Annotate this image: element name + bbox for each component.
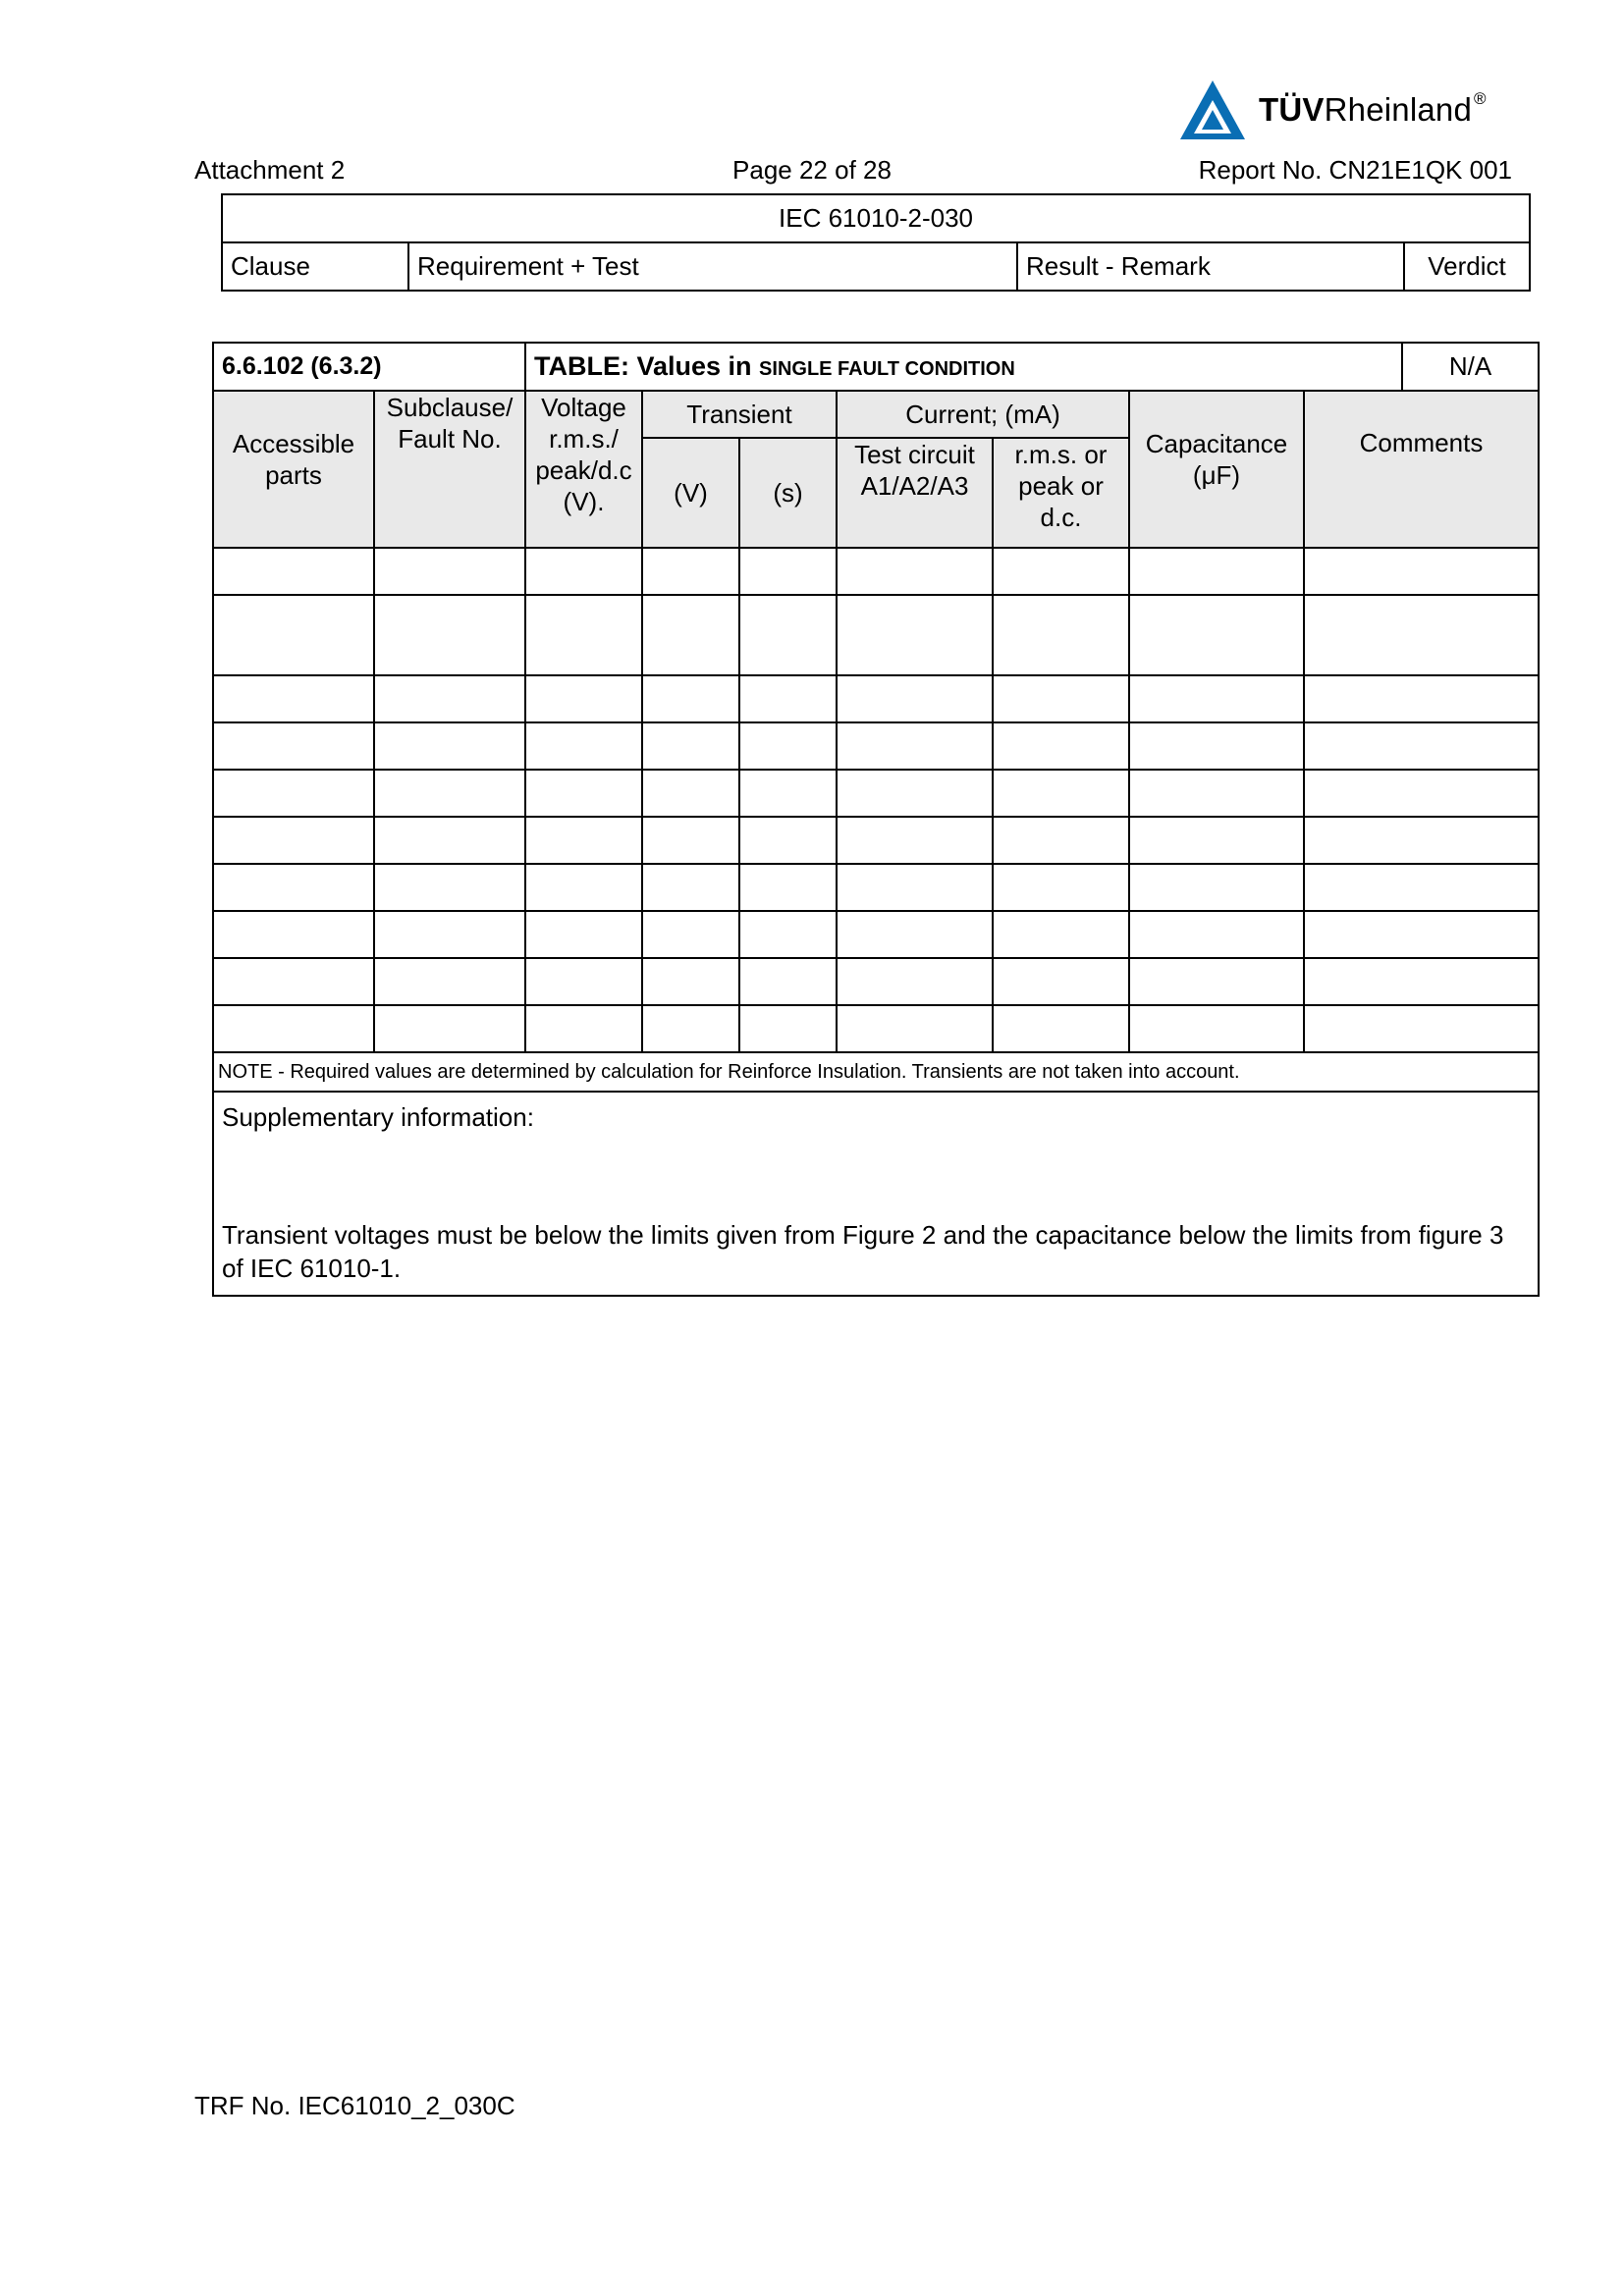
table-row xyxy=(213,817,1539,864)
standard-name: IEC 61010-2-030 xyxy=(222,194,1530,242)
table-row xyxy=(213,722,1539,770)
col-requirement: Requirement + Test xyxy=(408,242,1017,291)
table-row xyxy=(213,864,1539,911)
header-capacitance: Capacitance (μF) xyxy=(1129,391,1304,548)
logo-wordmark: TÜVRheinland ® xyxy=(1259,89,1487,128)
table-row xyxy=(213,675,1539,722)
header-transient-s: (s) xyxy=(739,438,837,548)
header-rms: r.m.s. or peak or d.c. xyxy=(993,438,1129,548)
standard-header-table xyxy=(221,193,1531,292)
table-row xyxy=(213,1005,1539,1052)
table-row xyxy=(213,548,1539,595)
table-row xyxy=(213,770,1539,817)
header-accessible-parts: Accessible parts xyxy=(213,391,374,548)
header-test-circuit: Test circuit A1/A2/A3 xyxy=(837,438,993,548)
header-subclause: Subclause/ Fault No. xyxy=(374,391,525,548)
table-row xyxy=(213,958,1539,1005)
header-current: Current; (mA) xyxy=(837,391,1129,438)
header-transient-v: (V) xyxy=(642,438,739,548)
page-number: Page 22 of 28 xyxy=(732,155,892,185)
table-note: NOTE - Required values are determined by calculation for Reinforce Insulation. Transients are not taken into account. xyxy=(213,1052,1539,1092)
col-result: Result - Remark xyxy=(1017,242,1404,291)
supplementary-text: Transient voltages must be below the limits given from Figure 2 and the capacitance below the limits from figure 3 of IEC 61010-1. xyxy=(222,1220,1504,1283)
table-clause: 6.6.102 (6.3.2) xyxy=(213,343,525,391)
attachment-label: Attachment 2 xyxy=(194,155,346,185)
tuv-rheinland-logo xyxy=(1178,79,1487,141)
col-verdict: Verdict xyxy=(1404,242,1530,291)
table-verdict: N/A xyxy=(1402,343,1539,391)
report-number: Report No. CN21E1QK 001 xyxy=(1198,155,1512,185)
header-transient: Transient xyxy=(642,391,837,438)
supplementary-label: Supplementary information: xyxy=(222,1102,534,1132)
supplementary-information xyxy=(213,1092,1539,1296)
table-title: TABLE: Values in SINGLE FAULT CONDITION xyxy=(525,343,1402,391)
triangle-logo-icon xyxy=(1178,79,1247,141)
header-voltage: Voltage r.m.s./ peak/d.c (V). xyxy=(525,391,642,548)
trf-number: TRF No. IEC61010_2_030C xyxy=(194,2091,515,2120)
table-row xyxy=(213,595,1539,675)
table-row xyxy=(213,911,1539,958)
col-clause: Clause xyxy=(222,242,408,291)
header-comments: Comments xyxy=(1304,391,1539,548)
single-fault-table xyxy=(212,342,1540,1297)
